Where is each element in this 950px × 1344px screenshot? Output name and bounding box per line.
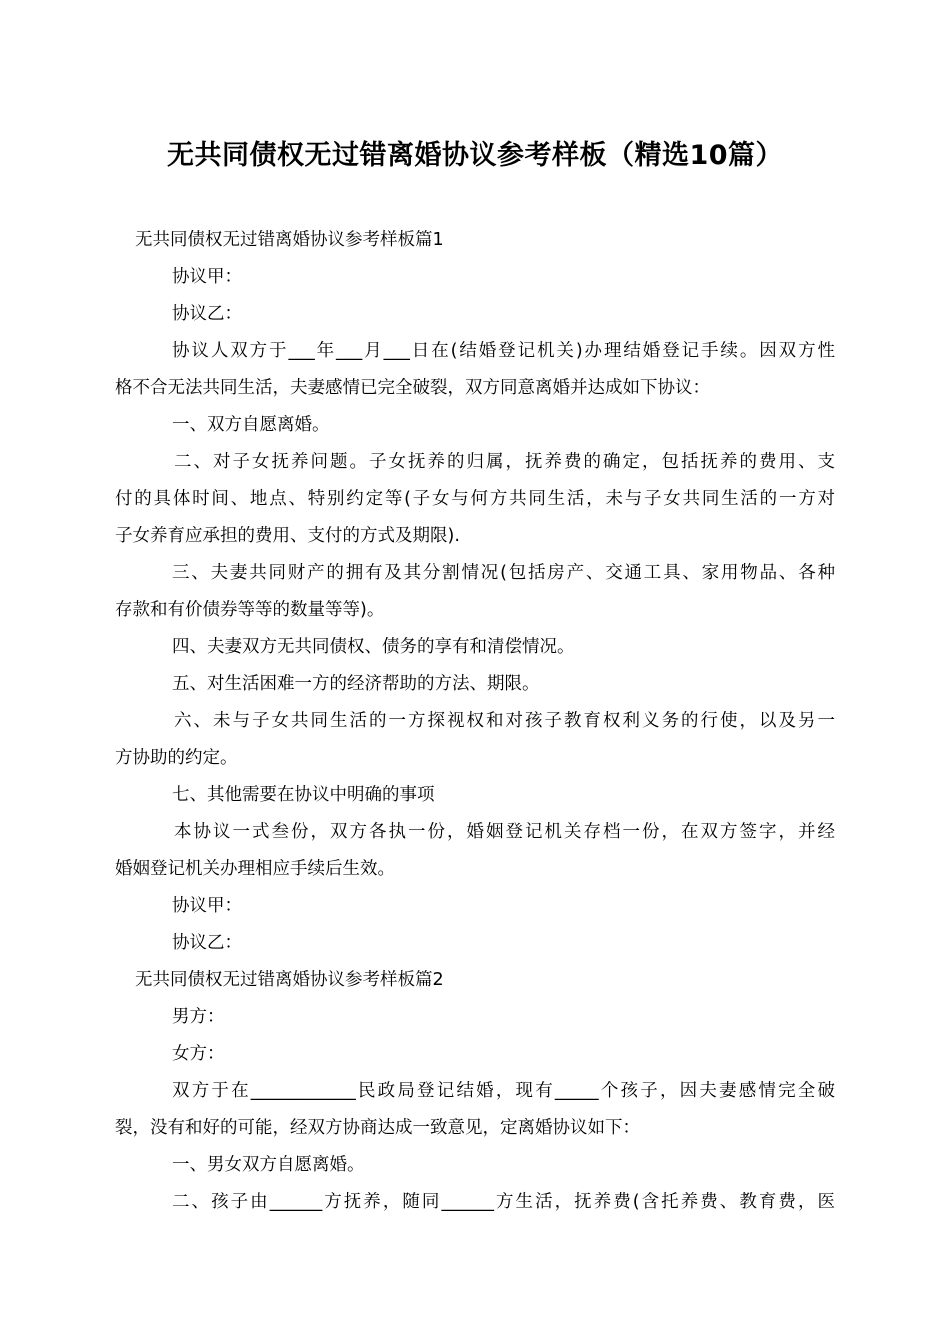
section-heading: 无共同债权无过错离婚协议参考样板篇1 — [135, 230, 444, 250]
paragraph-line: 四、夫妻双方无共同债权、债务的享有和清偿情况。 — [172, 637, 575, 657]
paragraph-line: 五、对生活困难一方的经济帮助的方法、期限。 — [172, 674, 540, 694]
paragraph-line: 协议人双方于___年___月___日在(结婚登记机关)办理结婚登记手续。因双方性 — [172, 341, 835, 361]
paragraph-line: 六、未与子女共同生活的一方探视权和对孩子教育权利义务的行使，以及另一 — [174, 711, 835, 731]
paragraph-line: 子女养育应承担的费用、支付的方式及期限). — [115, 526, 460, 546]
paragraph-line: 男方： — [172, 1007, 225, 1027]
paragraph-line: 协议乙： — [172, 933, 242, 953]
paragraph-line: 二、对子女抚养问题。子女抚养的归属，抚养费的确定，包括抚养的费用、支 — [174, 452, 835, 472]
paragraph-line: 协议甲： — [172, 896, 242, 916]
paragraph-line: 一、男女双方自愿离婚。 — [172, 1155, 365, 1175]
paragraph-line: 女方： — [172, 1044, 225, 1064]
section-heading: 无共同债权无过错离婚协议参考样板篇2 — [135, 970, 444, 990]
paragraph-line: 协议甲： — [172, 267, 242, 287]
paragraph-line: 协议乙： — [172, 304, 242, 324]
paragraph-line: 七、其他需要在协议中明确的事项 — [172, 785, 435, 805]
paragraph-line: 婚姻登记机关办理相应手续后生效。 — [115, 859, 395, 879]
paragraph-line: 二、孩子由______方抚养，随同______方生活，抚养费(含托养费、教育费，医 — [172, 1192, 835, 1212]
paragraph-line: 存款和有价债券等等的数量等等)。 — [115, 600, 385, 620]
paragraph-line: 裂，没有和好的可能，经双方协商达成一致意见，定离婚协议如下： — [115, 1118, 640, 1138]
document-title: 无共同债权无过错离婚协议参考样板（精选10篇） — [166, 140, 784, 171]
paragraph-line: 付的具体时间、地点、特别约定等(子女与何方共同生活，未与子女共同生活的一方对 — [115, 489, 835, 509]
paragraph-line: 本协议一式叁份，双方各执一份，婚姻登记机关存档一份，在双方签字，并经 — [174, 822, 835, 842]
paragraph-line: 双方于在____________民政局登记结婚，现有_____个孩子，因夫妻感情完全破 — [172, 1081, 835, 1101]
document-body — [115, 222, 835, 1221]
paragraph-line: 一、双方自愿离婚。 — [172, 415, 330, 435]
paragraph-line: 格不合无法共同生活，夫妻感情已完全破裂，双方同意离婚并达成如下协议： — [115, 378, 710, 398]
paragraph-line: 三、夫妻共同财产的拥有及其分割情况(包括房产、交通工具、家用物品、各种 — [172, 563, 835, 583]
paragraph-line: 方协助的约定。 — [115, 748, 238, 768]
